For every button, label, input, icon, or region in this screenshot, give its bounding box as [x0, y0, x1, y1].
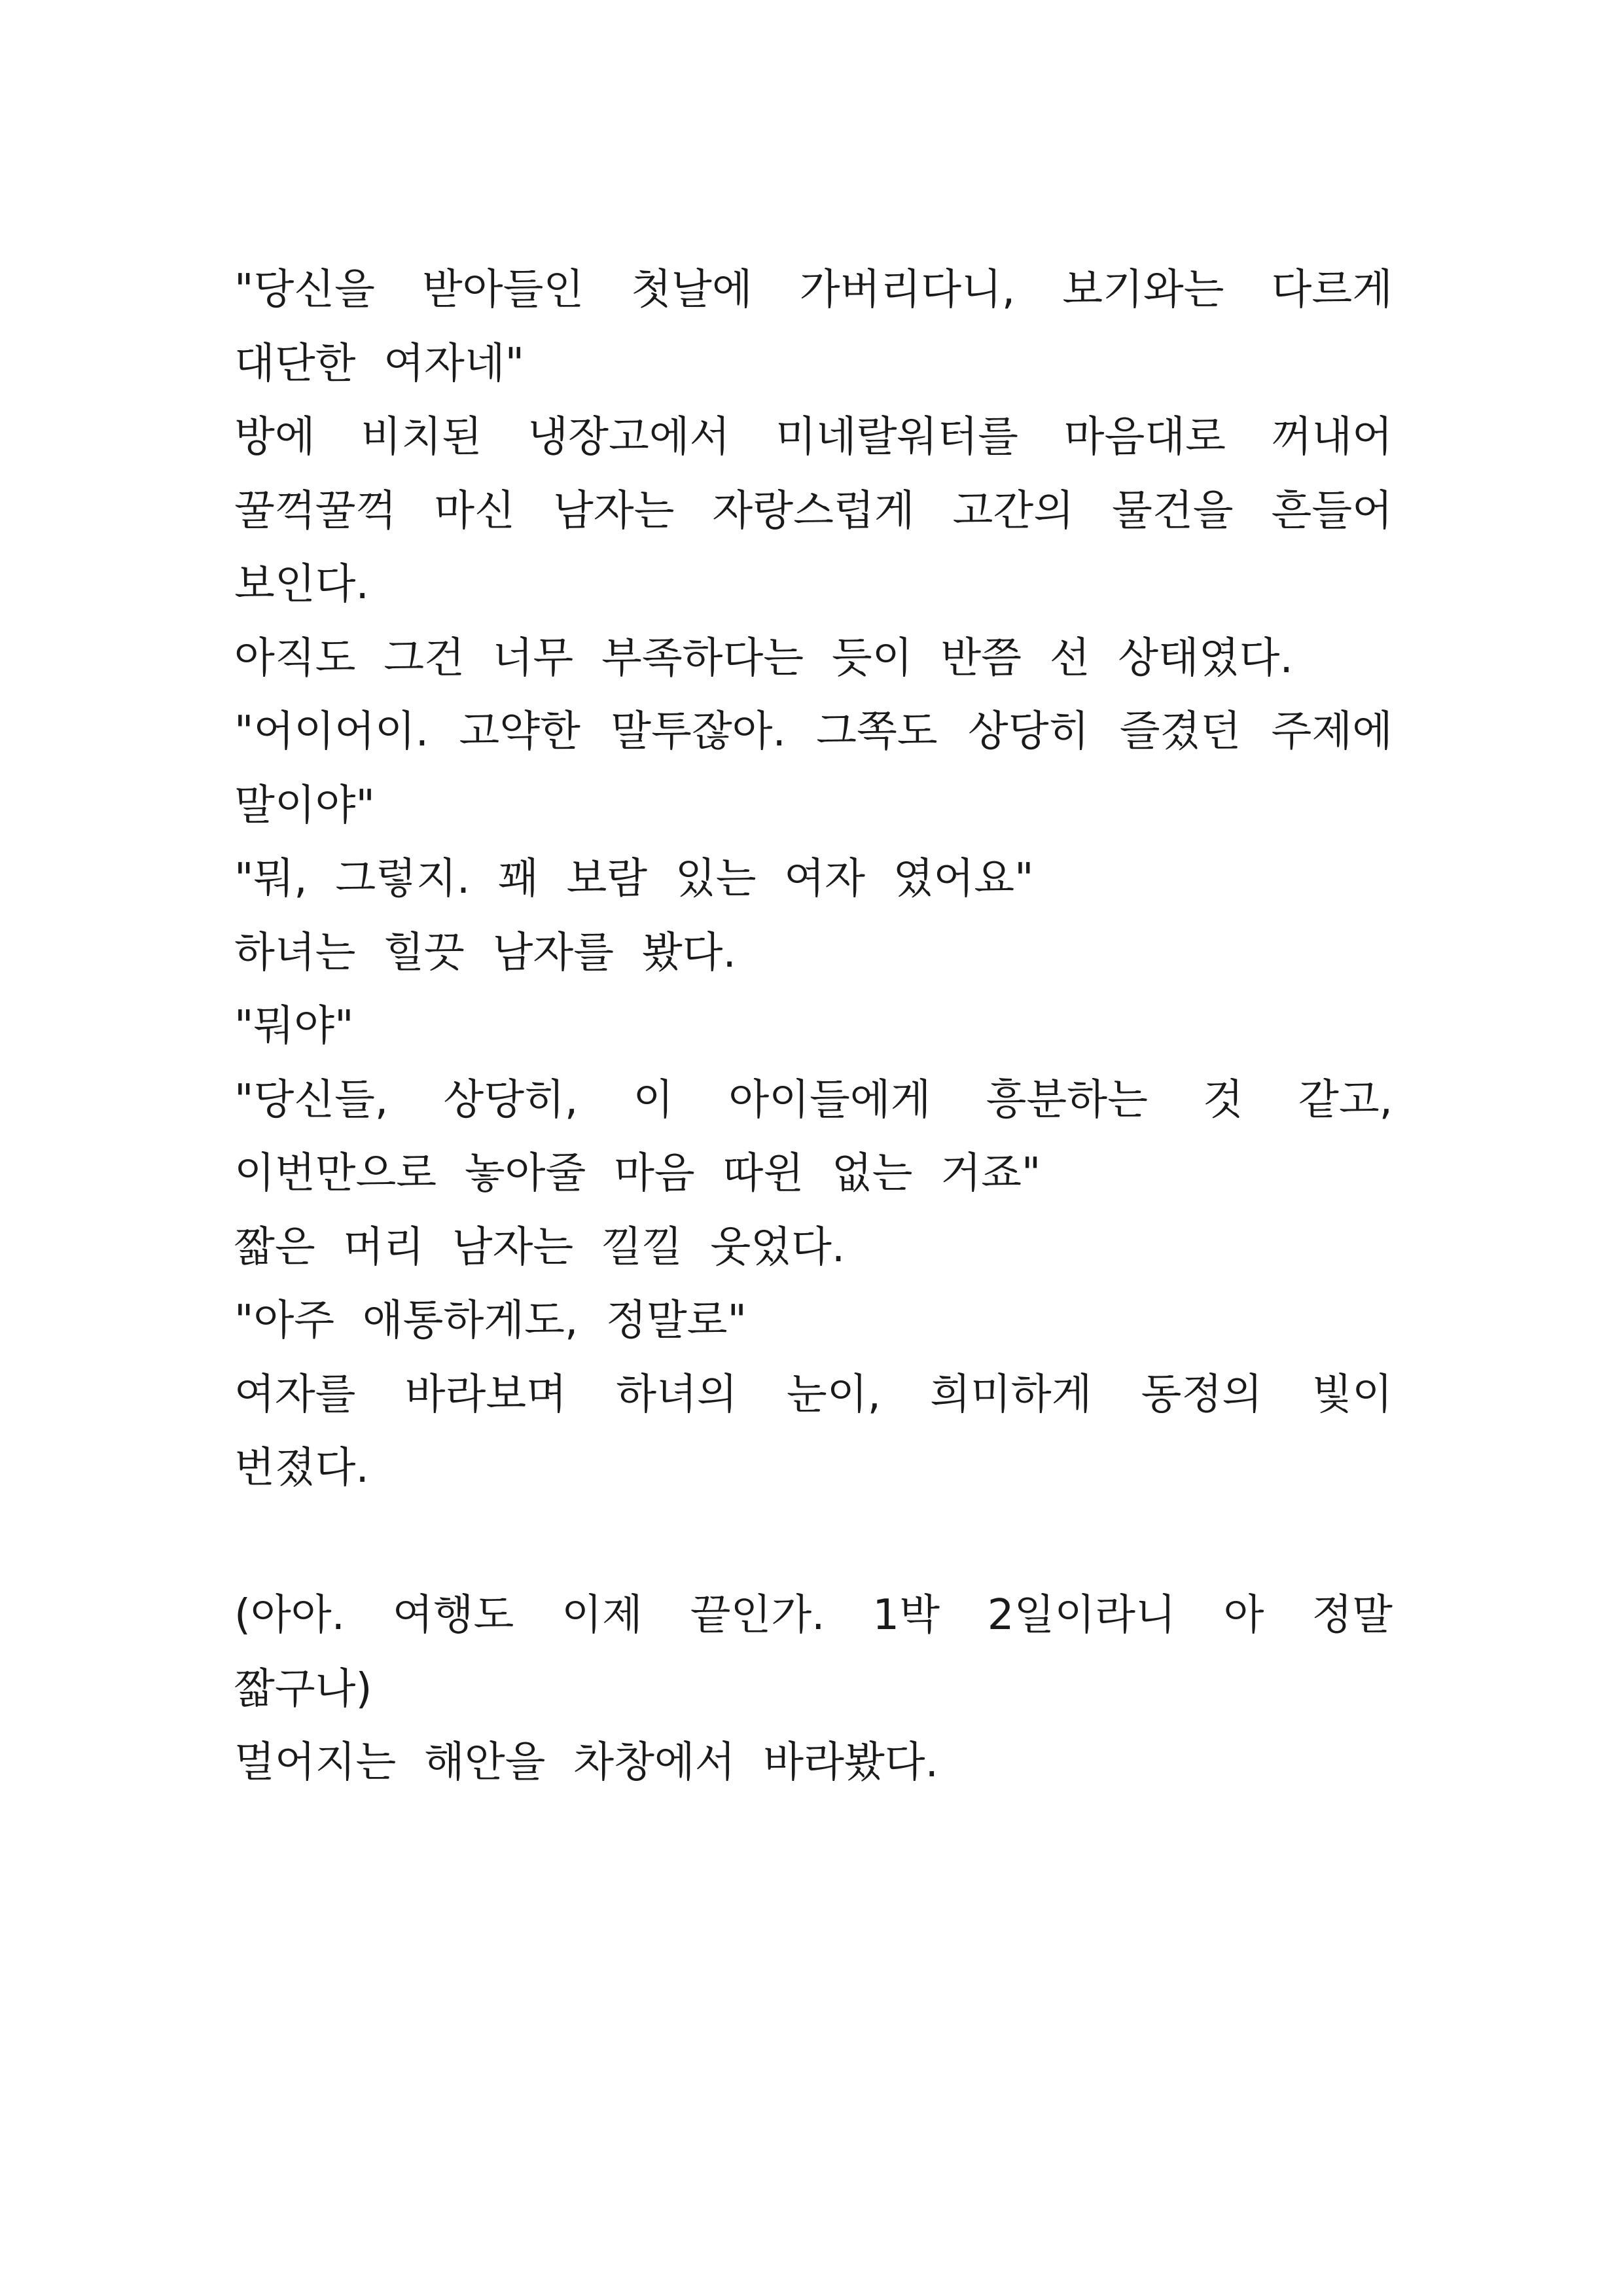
- paragraph-9: 짧은 머리 남자는 낄낄 웃었다.: [234, 1223, 846, 1272]
- paragraph-13: 멀어지는 해안을 차창에서 바라봤다.: [234, 1738, 938, 1787]
- document-body: [234, 253, 1393, 1800]
- paragraph-5: "뭐, 그렇지. 꽤 보람 있는 여자 였어요": [234, 855, 1034, 903]
- paragraph-4: "어이어이. 고약한 말투잖아. 그쪽도 상당히 즐겼던 주제에 말이야": [234, 708, 1393, 830]
- paragraph-10: "아주 애통하게도, 정말로": [234, 1297, 747, 1345]
- paragraph-6: 하녀는 힐끗 남자를 봤다.: [234, 928, 736, 977]
- paragraph-11: 여자를 바라보며 하녀의 눈이, 희미하게 동정의 빛이 번졌다.: [234, 1370, 1393, 1492]
- paragraph-12: (아아. 여행도 이제 끝인가. 1박 2일이라니 아 정말 짧구나): [234, 1591, 1393, 1713]
- paragraph-2: 방에 비치된 냉장고에서 미네랄워터를 마음대로 꺼내어 꿀꺽꿀꺽 마신 남자는 자랑스럽게 고간의 물건을 흔들어 보인다.: [234, 413, 1393, 609]
- paragraph-3: 아직도 그건 너무 부족하다는 듯이 반쯤 선 상태였다.: [234, 634, 1293, 683]
- blank-line: [234, 1505, 1393, 1579]
- paragraph-8: "당신들, 상당히, 이 아이들에게 흥분하는 것 같고, 이번만으로 놓아줄 마음 따윈 없는 거죠": [234, 1075, 1393, 1198]
- paragraph-7: "뭐야": [234, 1002, 354, 1050]
- paragraph-1: "당신을 받아들인 첫날에 가버리다니, 보기와는 다르게 대단한 여자네": [234, 266, 1393, 388]
